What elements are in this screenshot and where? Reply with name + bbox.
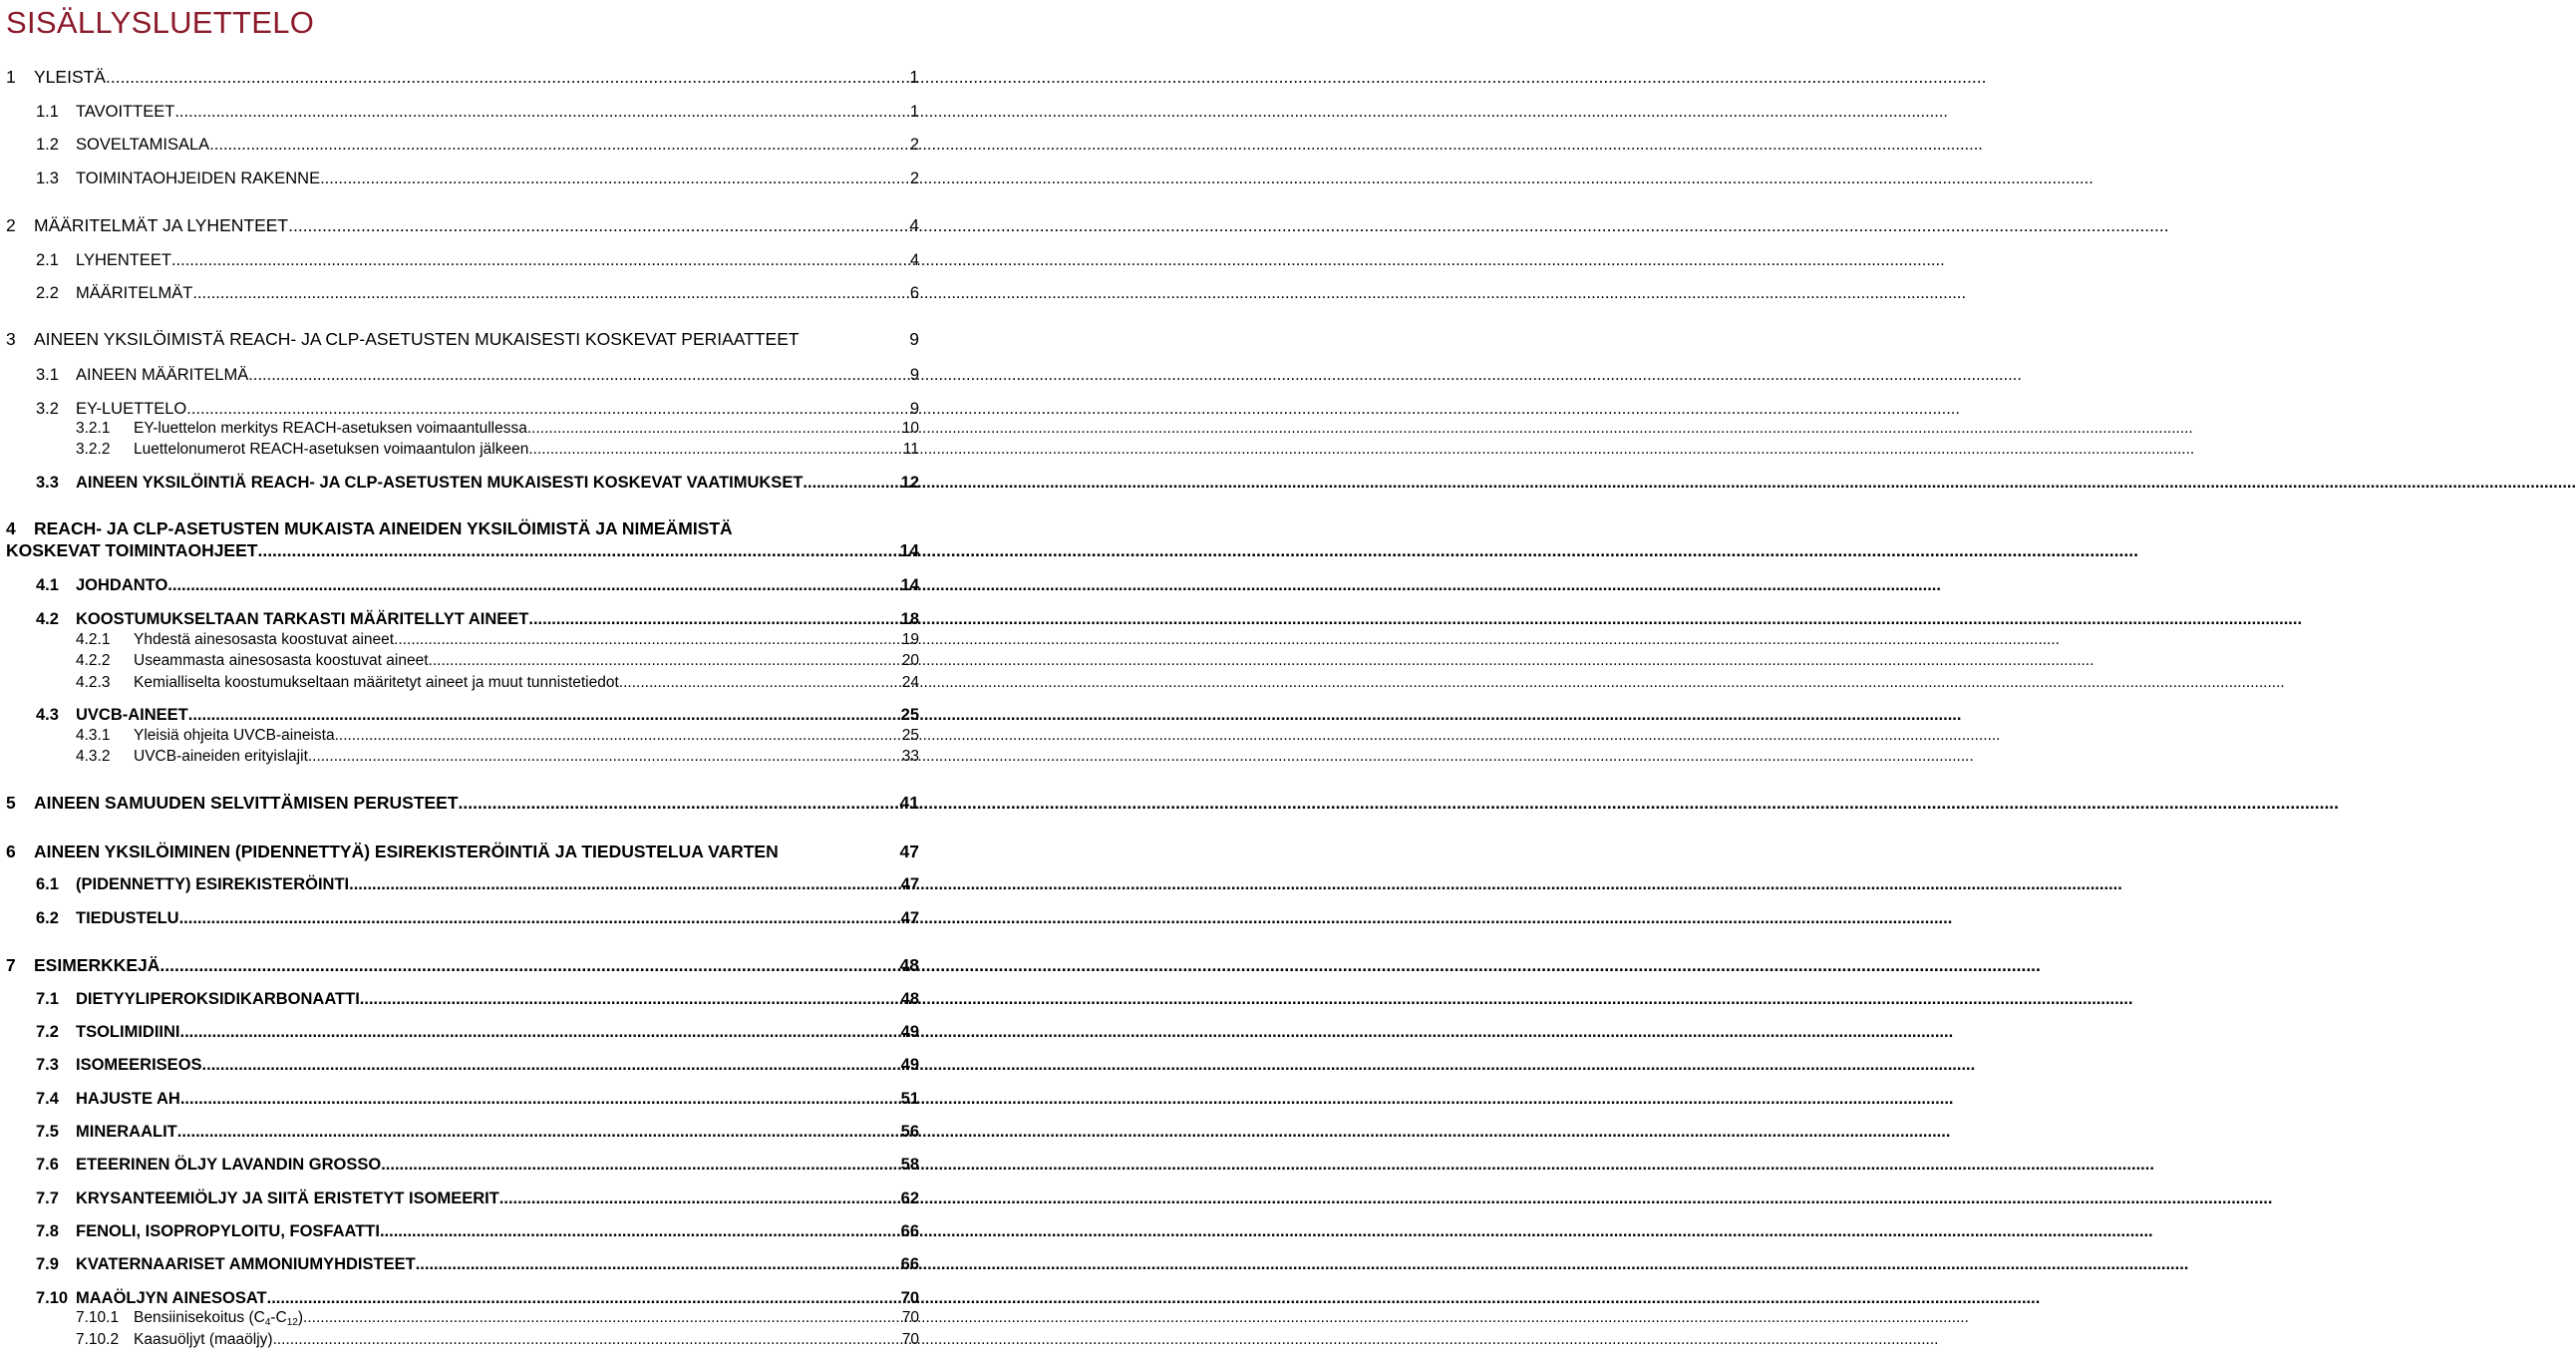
toc-entry-title: MÄÄRITELMÄT JA LYHENTEET — [34, 215, 289, 235]
toc-leader-dots — [188, 706, 899, 725]
toc-entry-title: AINEEN YKSILÖIMISTÄ REACH- JA CLP-ASETUSTEN MUKAISESTI KOSKEVAT PERIAATTEET — [34, 329, 800, 349]
toc-leader-dots — [186, 400, 908, 419]
toc-entry[interactable] — [36, 400, 919, 419]
toc-entry[interactable] — [36, 990, 919, 1009]
toc-entry[interactable] — [76, 674, 919, 692]
toc-entry-number: 7.5 — [36, 1123, 59, 1141]
toc-entry-number: 7.7 — [36, 1189, 59, 1207]
toc-leader-dots — [459, 793, 898, 814]
toc-entry-number: 1.3 — [36, 169, 59, 187]
toc-entry-title: AINEEN YKSILÖINTIÄ REACH- JA CLP-ASETUSTEN MUKAISESTI KOSKEVAT VAATIMUKSET — [76, 474, 804, 492]
toc-entry[interactable] — [36, 1156, 919, 1175]
toc-entry-number: 3.2.2 — [76, 441, 111, 458]
toc-leader-dots — [209, 136, 908, 155]
toc-leader-dots — [619, 674, 900, 692]
toc-entry-title: Yhdestä ainesosasta koostuvat aineet — [134, 631, 395, 648]
toc-entry-title-continued: KOSKEVAT TOIMINTAOHJEET — [6, 540, 258, 560]
toc-entry-title: DIETYYLIPEROKSIDIKARBONAATTI — [76, 990, 360, 1008]
toc-entry-title: FENOLI, ISOPROPYLOITU, FOSFAATTI — [76, 1222, 380, 1240]
toc-entry-number: 2 — [6, 215, 16, 235]
toc-page-number: 48 — [899, 955, 919, 975]
toc-entry-number: 7.4 — [36, 1090, 59, 1108]
page-title: SISÄLLYSLUETTELO — [6, 5, 315, 40]
toc-entry-number: 7 — [6, 955, 16, 975]
toc-entry-number: 7.2 — [36, 1023, 59, 1041]
toc-entry[interactable] — [36, 366, 919, 385]
toc-entry-title: Kemialliselta koostumukseltaan määritetyt aineet ja muut tunnistetiedot — [134, 674, 619, 691]
toc-entry-number: 4.2.3 — [76, 674, 111, 691]
toc-leader-dots — [267, 1289, 899, 1308]
toc-entry-number: 4.1 — [36, 576, 59, 594]
toc-entry-number: 4.2.1 — [76, 631, 111, 648]
toc-leader-dots — [803, 474, 898, 493]
toc-entry-number: 7.9 — [36, 1255, 59, 1273]
toc-leader-dots — [192, 284, 907, 303]
toc-entry-number: 4.3.2 — [76, 748, 111, 765]
toc-entry-number: 2.1 — [36, 251, 59, 269]
toc-page-number: 2 — [909, 169, 919, 187]
toc-page-number: 25 — [900, 706, 919, 724]
toc-entry-4[interactable] — [6, 518, 919, 562]
toc-entry[interactable] — [6, 329, 919, 350]
toc-page-number: 1 — [909, 67, 919, 87]
toc-entry-number: 1 — [6, 67, 16, 87]
toc-entry-number: 5 — [6, 793, 16, 813]
toc-page-number: 12 — [900, 474, 919, 492]
toc-leader-dots — [303, 1309, 900, 1327]
toc-entry-title: TAVOITTEET — [76, 103, 175, 121]
toc-page-number: 2 — [909, 136, 919, 154]
toc-page-number: 18 — [900, 610, 919, 628]
toc-leader-dots — [171, 251, 908, 270]
toc-entry-title: TSOLIMIDIINI — [76, 1023, 180, 1041]
toc-entry-title: Useammasta ainesosasta koostuvat aineet — [134, 652, 429, 669]
toc-entry-number: 7.3 — [36, 1056, 59, 1074]
toc-leader-dots — [527, 420, 900, 438]
toc-page-number: 14 — [900, 576, 919, 594]
toc-entry-number: 4 — [6, 518, 16, 538]
toc-entry-title: MÄÄRITELMÄT — [76, 284, 193, 302]
toc-entry-title: Luettelonumerot REACH-asetuksen voimaantulon jälkeen — [134, 441, 529, 458]
toc-entry-number: 7.1 — [36, 990, 59, 1008]
toc-entry-title: HAJUSTE AH — [76, 1090, 180, 1108]
toc-entry[interactable] — [36, 1023, 919, 1042]
toc-entry[interactable] — [36, 610, 919, 629]
toc-page-number: 4 — [909, 251, 919, 269]
toc-entry-title: UVCB-AINEET — [76, 706, 188, 724]
toc-page-number: 70 — [901, 1331, 919, 1348]
toc-entry-number: 1.2 — [36, 136, 59, 154]
toc-page-number: 14 — [899, 540, 919, 560]
toc-entry[interactable] — [36, 1255, 919, 1274]
toc-entry-number: 4.2 — [36, 610, 59, 628]
toc-page-number: 9 — [909, 400, 919, 418]
toc-entry-title: SOVELTAMISALA — [76, 136, 210, 154]
toc-page-number: 70 — [901, 1309, 919, 1326]
toc-leader-dots — [360, 990, 899, 1009]
toc-entry[interactable] — [6, 955, 919, 976]
toc-entry-number: 4.3.1 — [76, 727, 111, 744]
toc-entry[interactable] — [36, 1289, 919, 1308]
toc-page-number: 66 — [900, 1255, 919, 1273]
toc-page-number: 47 — [900, 909, 919, 927]
toc-leader-dots — [381, 1156, 898, 1175]
toc-entry[interactable] — [36, 103, 919, 122]
toc-entry[interactable] — [76, 420, 919, 438]
toc-page-number: 66 — [900, 1222, 919, 1240]
toc-entry[interactable] — [36, 576, 919, 595]
toc-leader-dots — [160, 955, 897, 976]
toc-page-number: 9 — [909, 329, 919, 349]
toc-entry[interactable] — [6, 793, 919, 814]
toc-page-number: 4 — [909, 215, 919, 235]
toc-entry-7-10-1[interactable] — [76, 1309, 919, 1328]
toc-leader-dots — [106, 67, 907, 88]
toc-entry[interactable] — [76, 631, 919, 649]
toc-entry[interactable] — [76, 652, 919, 670]
toc-entry[interactable] — [6, 842, 919, 862]
toc-leader-dots — [429, 652, 900, 670]
toc-leader-dots — [273, 1331, 900, 1349]
toc-entry-number: 6.2 — [36, 909, 59, 927]
toc-page-number: 19 — [901, 631, 919, 648]
toc-page-number: 47 — [899, 842, 919, 861]
toc-entry-title: ESIMERKKEJÄ — [34, 955, 161, 975]
toc-leader-dots — [248, 366, 908, 385]
toc-leader-dots — [335, 727, 900, 745]
toc-entry-title: (PIDENNETTY) ESIREKISTERÖINTI — [76, 875, 350, 893]
toc-entry-title: KRYSANTEEMIÖLJY JA SIITÄ ERISTETYT ISOMEERIT — [76, 1189, 499, 1207]
toc-entry[interactable] — [76, 1331, 919, 1349]
toc-page-number: 25 — [901, 727, 919, 744]
toc-page-number: 20 — [901, 652, 919, 669]
toc-entry-number: 7.10.2 — [76, 1331, 120, 1348]
toc-entry-number: 3.1 — [36, 366, 59, 384]
toc-entry-number: 7.10.1 — [76, 1309, 120, 1326]
toc-entry-title: AINEEN YKSILÖIMINEN (PIDENNETTYÄ) ESIREKISTERÖINTIÄ JA TIEDUSTELUA VARTEN — [34, 842, 779, 861]
toc-entry[interactable] — [36, 909, 919, 928]
toc-entry-title: TOIMINTAOHJEIDEN RAKENNE — [76, 169, 321, 187]
toc-entry[interactable] — [76, 727, 919, 745]
toc-entry-title: REACH- JA CLP-ASETUSTEN MUKAISTA AINEIDEN YKSILÖIMISTÄ JA NIMEÄMISTÄ — [34, 518, 733, 538]
toc-page-number: 49 — [900, 1023, 919, 1041]
toc-entry[interactable] — [36, 136, 919, 155]
toc-entry[interactable] — [36, 1056, 919, 1075]
toc-entry-title: YLEISTÄ — [34, 67, 106, 87]
toc-entry-title: AINEEN SAMUUDEN SELVITTÄMISEN PERUSTEET — [34, 793, 459, 813]
toc-leader-dots — [320, 169, 908, 188]
toc-entry-title: UVCB-aineiden erityislajit — [134, 748, 308, 765]
toc-leader-dots — [288, 215, 907, 236]
toc-page-number: 48 — [900, 990, 919, 1008]
toc-entry[interactable] — [36, 169, 919, 188]
toc-leader-dots — [416, 1255, 899, 1274]
toc-entry[interactable] — [36, 1123, 919, 1142]
toc-entry-number: 3.2.1 — [76, 420, 111, 437]
toc-entry-number: 1.1 — [36, 103, 59, 121]
toc-leader-dots — [528, 610, 898, 629]
toc-page-number: 51 — [900, 1090, 919, 1108]
toc-leader-dots — [349, 875, 899, 894]
toc-entry-title: MINERAALIT — [76, 1123, 177, 1141]
toc-entry-title: EY-luettelon merkitys REACH-asetuksen voimaantullessa — [134, 420, 527, 437]
toc-entry[interactable] — [36, 474, 919, 493]
toc-entry[interactable] — [36, 1222, 919, 1241]
toc-entry-number: 2.2 — [36, 284, 59, 302]
toc-entry-title: EY-LUETTELO — [76, 400, 187, 418]
toc-entry-title: LYHENTEET — [76, 251, 171, 269]
toc-leader-dots — [177, 1123, 899, 1142]
toc-entry-number: 7.8 — [36, 1222, 59, 1240]
toc-entry-number: 7.10 — [36, 1289, 69, 1307]
toc-entry[interactable] — [6, 215, 919, 236]
toc-entry-title: ISOMEERISEOS — [76, 1056, 202, 1074]
toc-leader-dots — [257, 540, 897, 561]
toc-leader-dots — [202, 1056, 899, 1075]
toc-entry-title: Yleisiä ohjeita UVCB-aineista — [134, 727, 335, 744]
toc-leader-dots — [308, 748, 900, 766]
toc-entry-title: Kaasuöljyt (maaöljy) — [134, 1331, 273, 1348]
toc-entry-title: KOOSTUMUKSELTAAN TARKASTI MÄÄRITELLYT AINEET — [76, 610, 529, 628]
toc-entry-title: ETEERINEN ÖLJY LAVANDIN GROSSO — [76, 1156, 382, 1174]
toc-page-number: 11 — [902, 441, 919, 458]
toc-entry-title: TIEDUSTELU — [76, 909, 179, 927]
toc-leader-dots — [528, 441, 901, 459]
toc-page-number: 9 — [909, 366, 919, 384]
toc-page-number: 24 — [901, 674, 919, 691]
toc-page-number: 70 — [900, 1289, 919, 1307]
toc-entry-number: 4.3 — [36, 706, 59, 724]
toc-page-number: 6 — [909, 284, 919, 302]
toc-entry[interactable] — [76, 748, 919, 766]
toc-entry-number: 6.1 — [36, 875, 59, 893]
toc-leader-dots — [180, 1090, 899, 1109]
toc-entry-number: 4.2.2 — [76, 652, 111, 669]
toc-page-number: 10 — [901, 420, 919, 437]
toc-entry[interactable] — [36, 251, 919, 270]
toc-entry[interactable] — [6, 67, 919, 88]
toc-leader-dots — [179, 909, 899, 928]
toc-entry-number: 3.2 — [36, 400, 59, 418]
toc-entry-number: 7.6 — [36, 1156, 59, 1174]
toc-leader-dots — [499, 1189, 899, 1208]
toc-entry[interactable] — [36, 875, 919, 894]
toc-entry-title: AINEEN MÄÄRITELMÄ — [76, 366, 249, 384]
toc-entry[interactable] — [76, 441, 919, 459]
toc-leader-dots — [180, 1023, 899, 1042]
toc-page-number: 33 — [901, 748, 919, 765]
toc-leader-dots — [394, 631, 900, 649]
toc-entry[interactable] — [36, 1090, 919, 1109]
toc-page-number: 41 — [899, 793, 919, 813]
toc-leader-dots — [380, 1222, 899, 1241]
toc-page-number: 49 — [900, 1056, 919, 1074]
toc-entry-title: MAAÖLJYN AINESOSAT — [76, 1289, 267, 1307]
toc-entry-number: 6 — [6, 842, 16, 861]
toc-entry-title: KVATERNAARISET AMMONIUMYHDISTEET — [76, 1255, 416, 1273]
toc-entry[interactable] — [36, 1189, 919, 1208]
toc-leader-dots — [167, 576, 898, 595]
toc-leader-dots — [174, 103, 908, 122]
toc-page-number: 56 — [900, 1123, 919, 1141]
toc-page-number: 47 — [900, 875, 919, 893]
toc-entry[interactable] — [36, 284, 919, 303]
toc-entry-number: 3.3 — [36, 474, 59, 492]
toc-entry-title: JOHDANTO — [76, 576, 168, 594]
toc-page-number: 62 — [900, 1189, 919, 1207]
toc-page-number: 1 — [909, 103, 919, 121]
toc-page-number: 58 — [900, 1156, 919, 1174]
toc-entry-title: Bensiinisekoitus $(C_4-C_{12})$ — [134, 1309, 304, 1328]
toc-entry-number: 3 — [6, 329, 16, 349]
toc-entry[interactable] — [36, 706, 919, 725]
